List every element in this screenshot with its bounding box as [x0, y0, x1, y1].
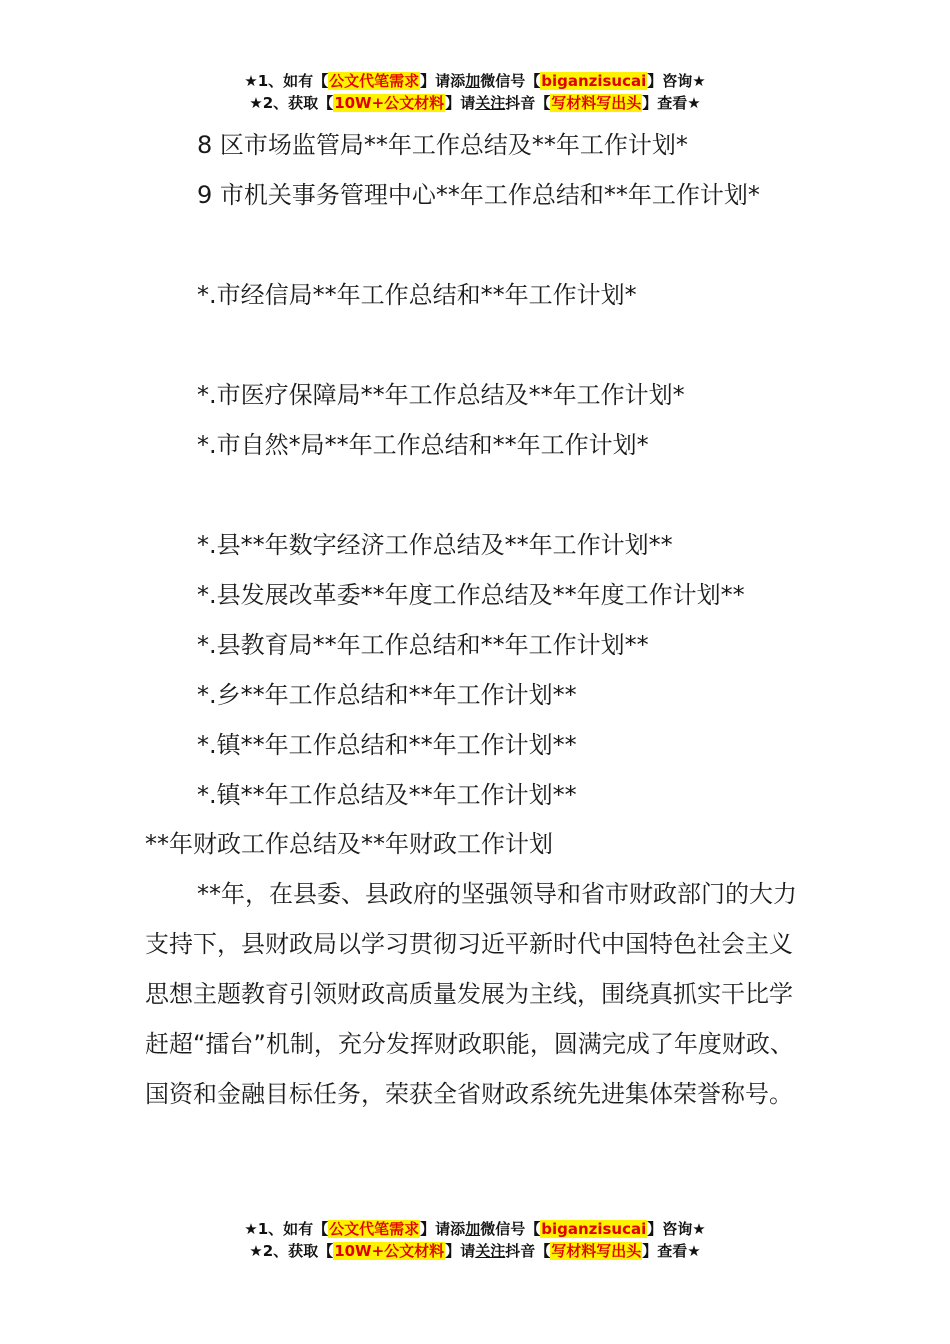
toc-item: 9 市机关事务管理中心**年工作总结和**年工作计划*	[197, 181, 760, 209]
banner-text: 微信号【	[480, 1220, 541, 1238]
toc-item: *.县教育局**年工作总结和**年工作计划**	[197, 631, 649, 659]
banner-highlight-douyin: 写材料写出头	[551, 1242, 642, 1260]
banner-highlight: 10W+公文材料	[334, 1242, 445, 1260]
banner-text: 】查看★	[642, 1242, 701, 1260]
banner-line-1	[0, 70, 950, 92]
banner-text: 】请添	[420, 1220, 466, 1238]
banner-text: 加	[465, 1220, 481, 1238]
toc-item: *.市自然*局**年工作总结和**年工作计划*	[197, 431, 649, 459]
banner-text: 抖音【	[505, 1242, 551, 1260]
banner-highlight: 10W+公文材料	[334, 94, 445, 112]
banner-text: 微信号【	[480, 72, 541, 90]
banner-text: ★1、如有【	[244, 1220, 329, 1238]
banner-text: ★1、如有【	[244, 72, 329, 90]
spacer	[197, 470, 760, 520]
banner-text: 】请	[445, 1242, 476, 1260]
banner-text: 】请	[445, 94, 476, 112]
toc-item: *.乡**年工作总结和**年工作计划**	[197, 681, 577, 709]
spacer	[197, 320, 760, 370]
banner-line-2	[0, 1240, 950, 1262]
toc-item: *.镇**年工作总结及**年工作计划**	[197, 781, 577, 809]
toc-item: *.县发展改革委**年度工作总结及**年度工作计划**	[197, 581, 745, 609]
banner-line-2	[0, 92, 950, 114]
banner-text: ★2、获取【	[249, 1242, 334, 1260]
body-paragraph: **年，在县委、县政府的坚强领导和省市财政部门的大力支持下，县财政局以学习贯彻习近平新时代中国特色社会主义思想主题教育引领财政高质量发展为主线，围绕真抓实干比学赶超“擂台”机制，充分发挥财政职能，圆满完成了年度财政、国资和金融目标任务，荣获全省财政系统先进集体荣誉称号。	[145, 880, 797, 1108]
toc-item: *.镇**年工作总结和**年工作计划**	[197, 731, 577, 759]
banner-text: 】查看★	[642, 94, 701, 112]
toc-item: *.县**年数字经济工作总结及**年工作计划**	[197, 531, 673, 559]
banner-text: ★2、获取【	[249, 94, 334, 112]
banner-highlight: 公文代笔需求	[329, 72, 420, 90]
top-banner	[0, 70, 950, 114]
banner-highlight-douyin: 写材料写出头	[551, 94, 642, 112]
banner-highlight: 公文代笔需求	[329, 1220, 420, 1238]
toc-item: *.市医疗保障局**年工作总结及**年工作计划*	[197, 381, 685, 409]
banner-highlight-wechat: biganzisucai	[541, 72, 647, 90]
banner-line-1	[0, 1218, 950, 1240]
banner-text: 】咨询★	[647, 72, 706, 90]
document-title: **年财政工作总结及**年财政工作计划	[145, 830, 553, 858]
bottom-banner	[0, 1218, 950, 1262]
banner-text: 关注	[475, 94, 506, 112]
banner-text: 】咨询★	[647, 1220, 706, 1238]
toc-item: *.市经信局**年工作总结和**年工作计划*	[197, 281, 637, 309]
toc-item: 8 区市场监管局**年工作总结及**年工作计划*	[197, 131, 688, 159]
toc-list	[197, 120, 760, 820]
banner-text: 抖音【	[505, 94, 551, 112]
spacer	[197, 220, 760, 270]
banner-text: 加	[465, 72, 481, 90]
banner-highlight-wechat: biganzisucai	[541, 1220, 647, 1238]
banner-text: 】请添	[420, 72, 466, 90]
banner-text: 关注	[475, 1242, 506, 1260]
